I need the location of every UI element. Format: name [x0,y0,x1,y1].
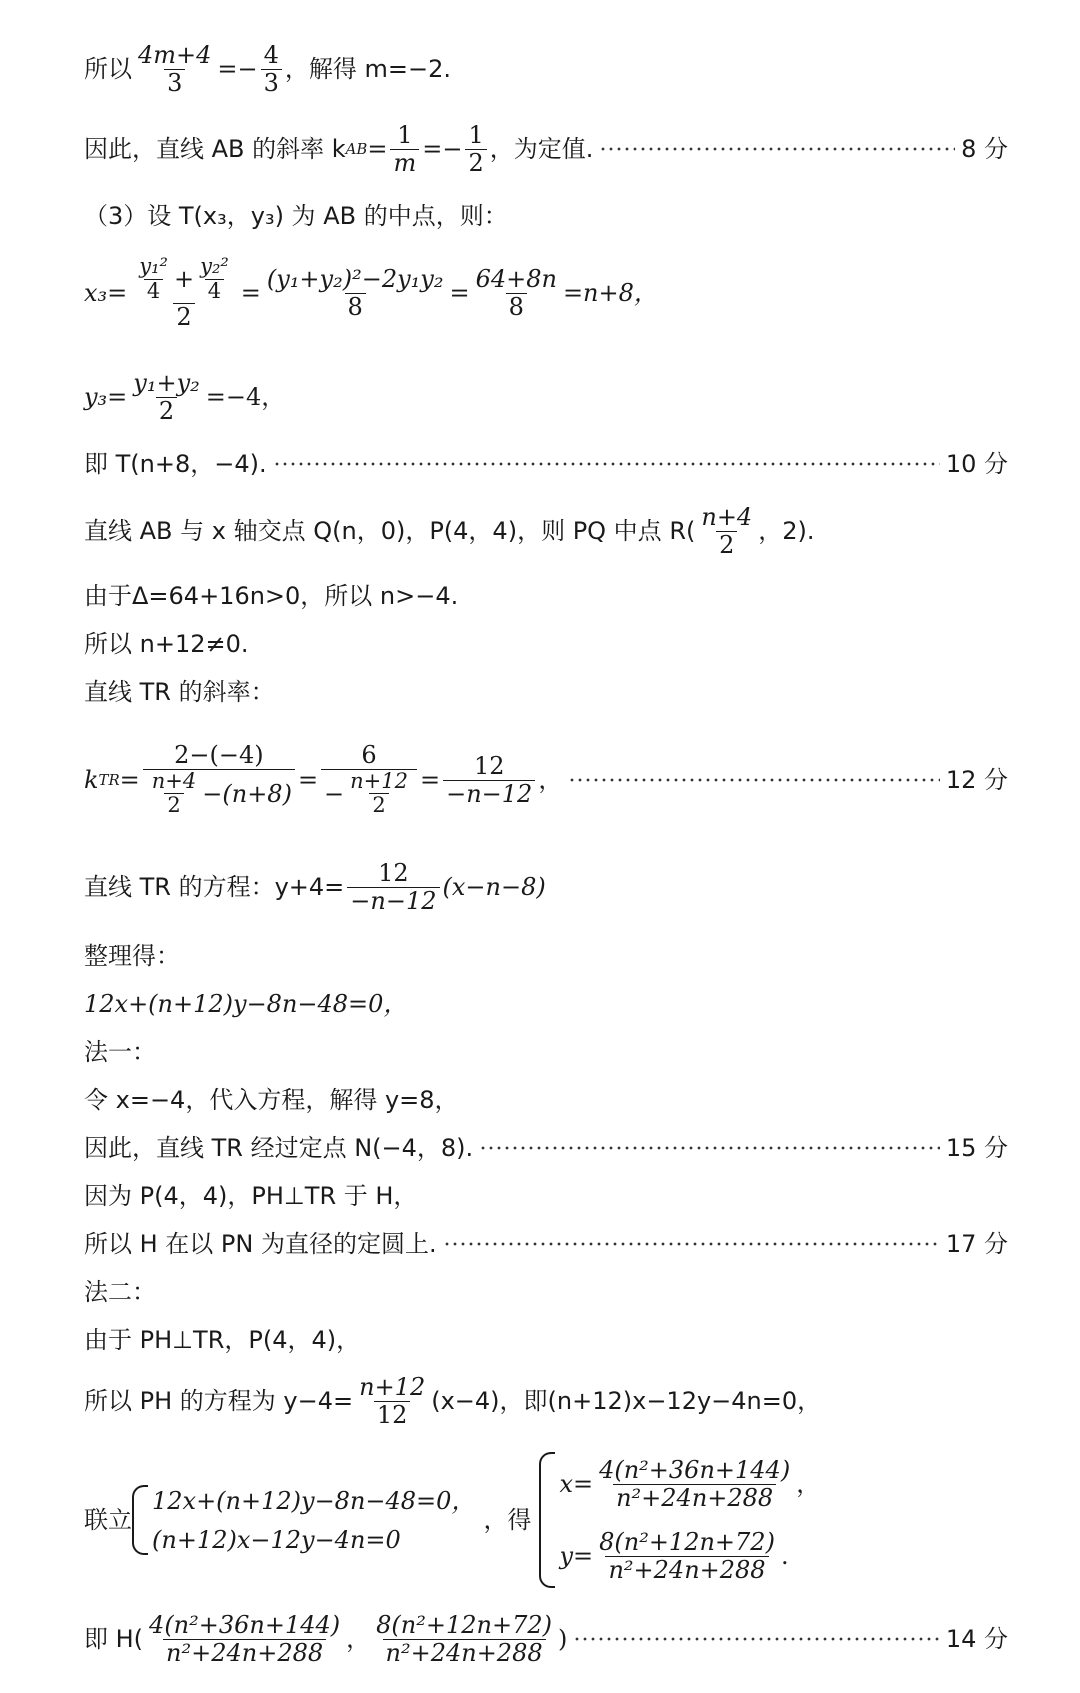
text: 法一： [84,1038,156,1066]
text: ， [346,1625,371,1653]
line-k-tr [84,728,1008,832]
numerator: y₁+y₂ [133,368,200,397]
text: 令 x=−4，代入方程，解得 y=8， [84,1086,459,1114]
denominator: 2 [716,531,737,559]
numerator: 12 [473,751,505,780]
line-tr-equation [84,856,1008,918]
fraction [596,1457,793,1512]
text: − [324,779,345,808]
fraction [443,753,535,808]
line-delta [84,580,1008,612]
line-slope-ab [84,120,1008,178]
subscript: TR [98,770,120,789]
denominator: 2 [164,793,183,818]
text: 由于 PH⊥TR，P(4，4)， [84,1326,361,1354]
fraction [356,1374,428,1429]
text: + [173,264,195,293]
denominator: 2 [173,303,194,331]
text: =n+8， [562,279,658,307]
line-h-coords [84,1608,1008,1670]
numerator: (y₁+y₂)²−2y₁y₂ [266,264,444,293]
line-y3 [84,368,1008,426]
fraction [264,266,447,321]
leader-dots [568,773,940,787]
text: = [119,766,140,794]
score-label: 15 分 [945,1134,1008,1162]
text: k [84,766,99,794]
numerator: 8(n²+12n+72) [599,1527,775,1556]
brace [132,1485,148,1555]
numerator: 4(n²+36n+144) [149,1610,341,1639]
fraction [130,255,238,331]
line-n-neq [84,628,1008,660]
numerator: n+12 [350,768,408,793]
text: 由于Δ=64+16n>0，所以 n>−4. [84,582,459,610]
denominator: 8 [345,293,366,321]
denominator: n²+24n+288 [163,1639,326,1667]
y-solution [559,1529,820,1584]
equation: (n+12)x−12y−4n=0 [152,1525,401,1554]
fraction [698,504,755,559]
numerator: n+12 [359,1372,426,1401]
brace [539,1452,555,1588]
text: 即 T(n+8，−4). [84,450,267,478]
system-rows [559,1452,820,1588]
leader-dots [273,457,940,471]
text: =− [422,135,463,163]
denominator: 3 [164,69,185,97]
line-ph-equation [84,1370,1008,1432]
leader-dots [599,142,955,156]
score-label: 8 分 [961,135,1008,163]
line-ph-perp [84,1324,1008,1356]
leader-dots [443,1237,940,1251]
text: = [449,279,470,307]
numerator: 12 [378,858,409,887]
text: 法二： [84,1278,156,1306]
fraction [347,860,439,915]
text: 即 H( [84,1625,144,1653]
denominator [143,769,295,818]
fraction [143,742,295,818]
numerator: 64+8n [475,264,557,293]
line-substitute [84,1084,1008,1116]
fraction [136,255,171,303]
score-label: 17 分 [945,1230,1008,1258]
denominator: n²+24n+288 [383,1639,546,1667]
line-method-2 [84,1276,1008,1308]
fraction [390,122,419,177]
text: 直线 TR 的方程：y+4= [84,873,345,901]
numerator: 1 [397,120,413,149]
denominator: −n−12 [347,887,439,915]
fraction [465,122,486,177]
fraction [373,1612,555,1667]
system-rows [152,1485,475,1555]
numerator: n+4 [701,502,753,531]
line-solve-m [84,40,1008,98]
fraction [347,770,411,818]
text: (x−4)，即(n+12)x−12y−4n=0， [431,1387,822,1415]
fraction [146,1612,343,1667]
numerator: y₁² [139,254,168,279]
text: 因此，直线 TR 经过定点 N(−4，8). [84,1134,474,1162]
text: ， [538,766,563,794]
denominator: m [390,149,419,177]
line-part3-intro [84,200,1008,232]
subscript: AB [345,139,368,158]
text: ，为定值. [489,135,594,163]
denominator: n²+24n+288 [605,1556,768,1584]
text: = [240,279,261,307]
line-simplify [84,940,1008,972]
score-label: 12 分 [945,766,1008,794]
numerator: n+4 [151,768,197,793]
leader-dots [573,1632,939,1646]
numerator: 8(n²+12n+72) [376,1610,552,1639]
text: = [420,766,441,794]
score-label: 10 分 [945,450,1008,478]
fraction [135,42,214,97]
denominator: n²+24n+288 [613,1484,776,1512]
score-label: 14 分 [945,1625,1008,1653]
text: 直线 AB 与 x 轴交点 Q(n，0)，P(4，4)，则 PQ 中点 R( [84,517,696,545]
text: −(n+8) [202,779,292,808]
text: (x−n−8) [442,873,546,901]
text: =− [217,55,258,83]
denominator: 4 [144,279,163,304]
text: 因此，直线 AB 的斜率 k [84,135,346,163]
line-system [84,1450,1008,1590]
fraction [149,770,199,818]
line-circle-conclusion [84,1228,1008,1260]
fraction [473,266,560,321]
text: = [367,135,388,163]
text: 所以 H 在以 PN 为直径的定圆上. [84,1230,437,1258]
denominator: 12 [374,1401,411,1429]
numerator: y₂² [200,254,229,279]
text: 联立 [84,1506,132,1534]
text: 所以 n+12≠0. [84,630,249,658]
text: x₃= [84,279,128,307]
text: 整理得： [84,942,180,970]
text: 12x+(n+12)y−8n−48=0， [84,990,408,1018]
denominator [321,769,417,818]
fraction [596,1529,778,1584]
fraction [130,370,202,425]
text: 因为 P(4，4)，PH⊥TR 于 H， [84,1182,418,1210]
line-method-1 [84,1036,1008,1068]
numerator: 4(n²+36n+144) [599,1455,791,1484]
line-general-form [84,988,1008,1020]
text: . [780,1542,789,1570]
line-x3 [84,244,1008,342]
text: x= [559,1470,594,1498]
text: ， [796,1470,821,1498]
numerator: 4m+4 [138,40,212,69]
x-solution [559,1457,820,1512]
line-perpendicular [84,1180,1008,1212]
text: =−4， [205,383,286,411]
fraction [197,255,232,303]
denominator: 3 [261,69,282,97]
text: y₃= [84,383,128,411]
text: = [297,766,319,794]
text: 直线 TR 的斜率： [84,678,275,706]
denominator: 2 [156,397,177,425]
fraction [261,42,282,97]
text: ) [557,1625,568,1653]
solution-system [539,1452,820,1588]
leader-dots [479,1141,940,1155]
numerator: 1 [468,120,484,149]
denominator: 2 [465,149,486,177]
equation: 12x+(n+12)y−8n−48=0， [152,1486,476,1515]
text: 所以 PH 的方程为 y−4= [84,1387,354,1415]
text: ，解得 m=−2. [284,55,452,83]
denominator: 8 [506,293,527,321]
numerator [130,255,238,303]
denominator: 2 [369,793,388,818]
line-pq-midpoint [84,500,1008,562]
denominator: −n−12 [443,780,535,808]
denominator: 4 [205,279,224,304]
text: 所以 [84,55,132,83]
line-tr-slope-heading [84,676,1008,708]
numerator: 4 [263,40,279,69]
equation-system [132,1485,475,1555]
numerator: 6 [361,741,377,770]
text: （3）设 T(x₃，y₃) 为 AB 的中点，则： [84,202,508,230]
text: y= [559,1542,594,1570]
text: ，得 [483,1506,532,1534]
line-t-coords [84,448,1008,480]
text: ，2). [758,517,815,545]
numerator: 2−(−4) [174,741,264,770]
line-fixed-point [84,1132,1008,1164]
fraction [321,742,417,818]
